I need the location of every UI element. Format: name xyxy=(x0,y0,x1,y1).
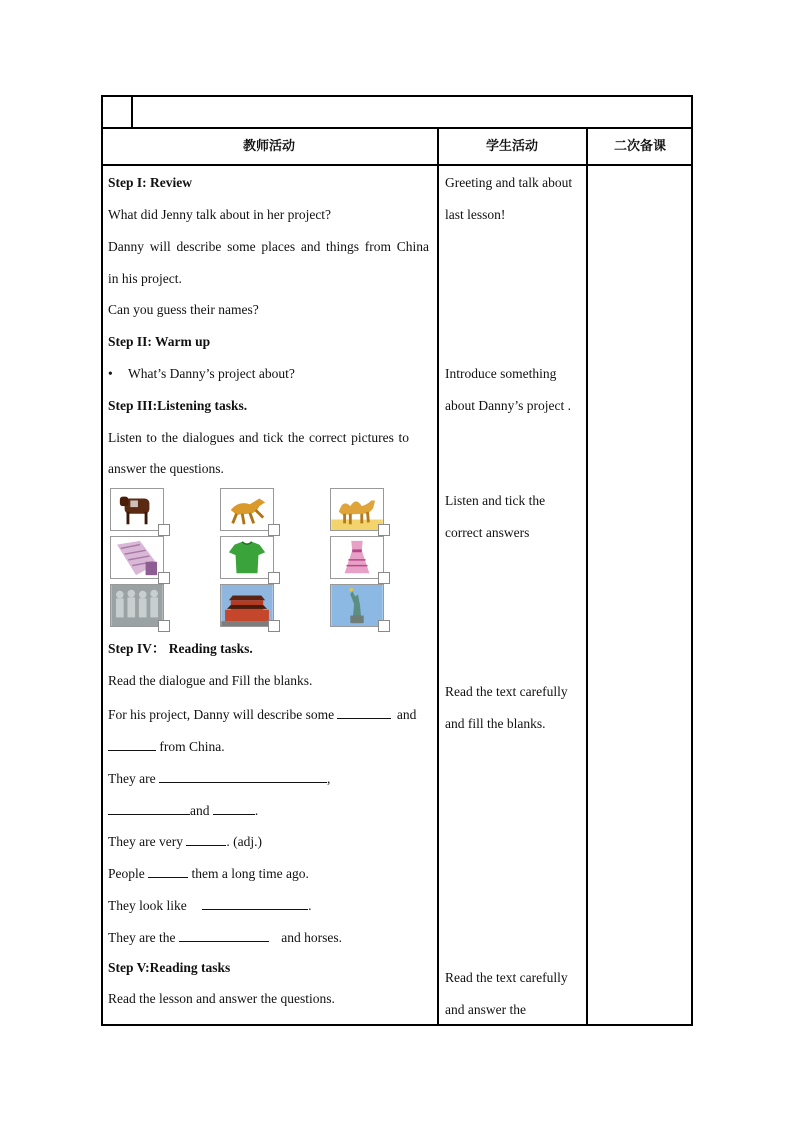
camel-checkbox[interactable] xyxy=(378,524,390,536)
fill-1-text: For his project, Danny will describe some xyxy=(108,707,335,722)
student-read-4: and answer the xyxy=(445,1002,526,1017)
statue-of-liberty-checkbox[interactable] xyxy=(378,620,390,632)
student-read-3: Read the text carefully xyxy=(445,970,568,985)
title-cell-divider xyxy=(131,95,133,128)
header-teacher-activity: 教师活动 xyxy=(242,139,295,154)
guess-question: Can you guess their names? xyxy=(108,302,259,317)
fill-sentence-3 xyxy=(108,769,330,787)
cow-picture xyxy=(110,488,164,531)
bullet-icon: • xyxy=(108,366,113,381)
fill-sentence-4 xyxy=(108,801,258,819)
student-listen-2: correct answers xyxy=(445,525,530,540)
t-shirt-picture xyxy=(220,536,274,579)
blank-5[interactable] xyxy=(213,801,255,815)
fill-sentence-5 xyxy=(108,832,262,850)
fill-7-period: . xyxy=(308,898,312,913)
header-row-divider xyxy=(101,164,693,166)
t-shirt-checkbox[interactable] xyxy=(268,572,280,584)
column-divider-2 xyxy=(586,128,588,1026)
warm-up-question xyxy=(108,366,295,382)
warm-up-text: What’s Danny’s project about? xyxy=(128,366,295,381)
fill-8-end: and horses. xyxy=(281,930,342,945)
fill-sentence-7 xyxy=(108,896,311,914)
lesson-plan-table xyxy=(101,95,693,1026)
cow-checkbox[interactable] xyxy=(158,524,170,536)
silk-picture xyxy=(110,536,164,579)
blank-3[interactable] xyxy=(159,769,327,783)
fill-2-text: from China. xyxy=(159,739,225,754)
step5-title: Step V:Reading tasks xyxy=(108,960,231,975)
dress-checkbox[interactable] xyxy=(378,572,390,584)
read-fill-instruction: Read the dialogue and Fill the blanks. xyxy=(108,673,313,688)
blank-9[interactable] xyxy=(179,928,269,942)
fill-6-text: People xyxy=(108,866,145,881)
tiananmen-checkbox[interactable] xyxy=(268,620,280,632)
danny-line-1: Danny will describe some places and things from China xyxy=(108,239,429,254)
student-greeting-2: last lesson! xyxy=(445,207,506,222)
blank-6[interactable] xyxy=(186,832,226,846)
student-read-1: Read the text carefully xyxy=(445,684,568,699)
fill-sentence-2 xyxy=(108,737,225,755)
camel-picture xyxy=(330,488,384,531)
table-border xyxy=(101,95,693,1026)
silk-checkbox[interactable] xyxy=(158,572,170,584)
horse-picture xyxy=(220,488,274,531)
column-divider-1 xyxy=(437,128,439,1026)
step4-title: Step IV： Reading tasks. xyxy=(108,641,253,656)
step1-title: Step I: Review xyxy=(108,175,192,190)
review-question: What did Jenny talk about in her project? xyxy=(108,207,332,222)
blank-1[interactable] xyxy=(337,705,391,719)
step2-title: Step II: Warm up xyxy=(108,334,211,349)
fill-4-and: and xyxy=(190,803,210,818)
fill-3-comma: , xyxy=(326,771,331,786)
danny-line-2: in his project. xyxy=(108,271,182,286)
header-student-activity: 学生活动 xyxy=(485,139,538,154)
fill-sentence-8 xyxy=(108,928,342,946)
statue-of-liberty-picture xyxy=(330,584,384,627)
student-greeting-1: Greeting and talk about xyxy=(445,175,573,190)
student-listen-1: Listen and tick the xyxy=(445,493,546,508)
fill-6-end: them a long time ago. xyxy=(191,866,309,881)
student-introduce-1: Introduce something xyxy=(445,366,557,381)
student-read-2: and fill the blanks. xyxy=(445,716,546,731)
tiananmen-picture xyxy=(220,584,274,627)
read-answer-instruction: Read the lesson and answer the questions. xyxy=(108,991,335,1006)
blank-8[interactable] xyxy=(202,896,308,910)
fill-5-text: They are very xyxy=(108,834,183,849)
terracotta-warriors-picture xyxy=(110,584,164,627)
fill-1-and: and xyxy=(396,707,417,722)
listen-instruction-1: Listen to the dialogues and tick the correct pictures to xyxy=(108,430,409,445)
dress-picture xyxy=(330,536,384,579)
horse-checkbox[interactable] xyxy=(268,524,280,536)
fill-7-text: They look like xyxy=(108,898,187,913)
listen-instruction-2: answer the questions. xyxy=(108,461,224,476)
blank-2[interactable] xyxy=(108,737,156,751)
blank-4[interactable] xyxy=(108,801,190,815)
student-introduce-2: about Danny’s project . xyxy=(445,398,571,413)
step3-title: Step III:Listening tasks. xyxy=(108,398,248,413)
fill-sentence-6 xyxy=(108,864,309,882)
fill-5-end: . (adj.) xyxy=(226,834,262,849)
blank-7[interactable] xyxy=(148,864,188,878)
fill-3-text: They are xyxy=(108,771,156,786)
fill-sentence-1 xyxy=(108,705,416,723)
fill-8-text: They are the xyxy=(108,930,176,945)
header-second-preparation: 二次备课 xyxy=(613,139,666,154)
fill-4-period: . xyxy=(254,803,259,818)
terracotta-warriors-checkbox[interactable] xyxy=(158,620,170,632)
